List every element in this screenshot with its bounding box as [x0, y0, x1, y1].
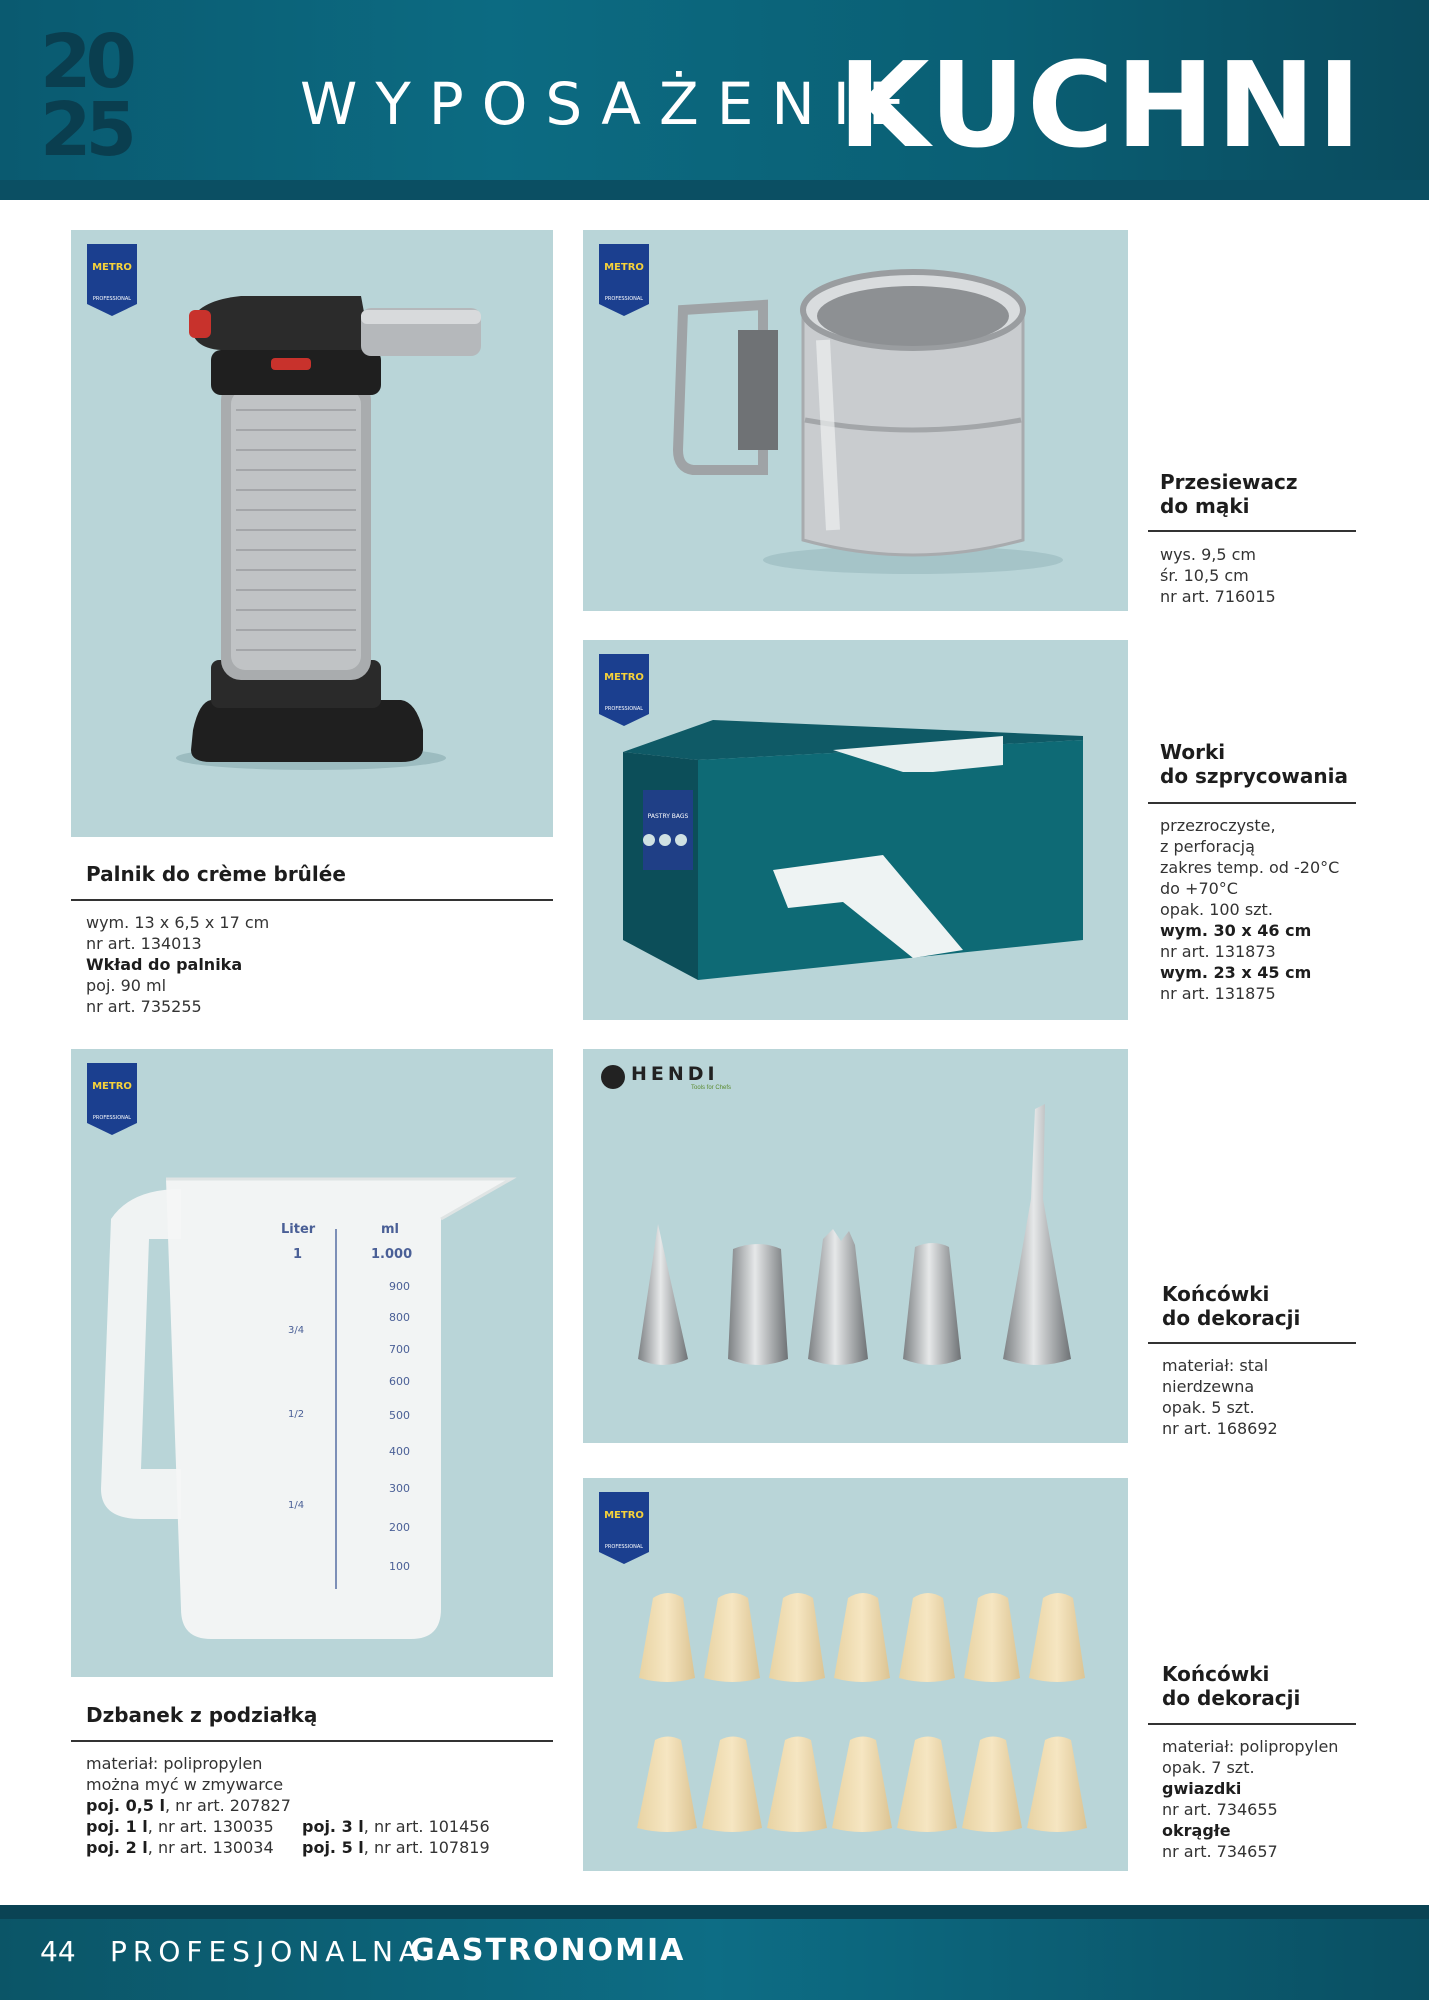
scale-500: 500 [389, 1409, 410, 1422]
sifter-image-panel [583, 230, 1128, 611]
jug-scale [71, 1049, 553, 1677]
jug-variant-2-article: , nr art. 130034 [147, 1838, 274, 1857]
blowtorch-illustration [71, 230, 553, 837]
scale-400: 400 [389, 1445, 410, 1458]
hendi-logo-text: HENDI [631, 1063, 719, 1085]
scale-600: 600 [389, 1375, 410, 1388]
page-number: 44 [40, 1935, 76, 1968]
torch-description [86, 912, 269, 1017]
jug-variant-1-article: , nr art. 130035 [147, 1817, 274, 1836]
metro-logo-text: METRO [604, 1510, 644, 1521]
metro-logo-text: METRO [92, 262, 132, 273]
sifter-diameter: śr. 10,5 cm [1160, 566, 1249, 585]
footer-title-light: PROFESJONALNA [110, 1935, 425, 1968]
sifter-divider [1148, 530, 1356, 532]
steel-tips-title [1162, 1282, 1300, 1330]
jug-variant-3-article: , nr art. 101456 [363, 1817, 490, 1836]
pastry-bags-title-line2: do szprycowania [1160, 764, 1348, 788]
scale-3-4: 3/4 [288, 1325, 305, 1336]
pastry-bags-divider [1148, 802, 1356, 804]
jug-variant-5 [302, 1837, 490, 1858]
sifter-title [1160, 470, 1298, 518]
pastry-bags-temp-max: do +70°C [1160, 879, 1238, 898]
steel-tips-divider [1148, 1342, 1356, 1344]
metro-logo-subtext: PROFESSIONAL [604, 296, 644, 302]
metro-logo-subtext: PROFESSIONAL [92, 1115, 132, 1121]
page-footer [0, 1905, 1429, 2000]
scale-200: 200 [389, 1521, 410, 1534]
jug-variant-2 [86, 1837, 274, 1858]
scale-300: 300 [389, 1482, 410, 1495]
jug-variant-05-article: , nr art. 207827 [164, 1796, 291, 1815]
torch-dimensions: wym. 13 x 6,5 x 17 cm [86, 913, 270, 932]
steel-tips-material-2: nierdzewna [1162, 1377, 1255, 1396]
jug-variant-05 [86, 1795, 536, 1816]
pastry-bags-article-1: nr art. 131873 [1160, 942, 1276, 961]
torch-refill-article: nr art. 735255 [86, 997, 202, 1016]
scale-ml-label: ml [381, 1222, 400, 1237]
steel-tips-material: materiał: stal [1162, 1356, 1269, 1375]
steel-tips-image-panel [583, 1049, 1128, 1443]
plastic-tips-round-label: okrągłe [1162, 1821, 1231, 1840]
plastic-tips-pack: opak. 7 szt. [1162, 1758, 1255, 1777]
plastic-tips-image-panel [583, 1478, 1128, 1871]
header-title-light: WYPOSAŻENIE [300, 70, 923, 138]
hendi-tagline: Tools for Chefs [691, 1085, 732, 1091]
scale-1-2: 1/2 [288, 1409, 305, 1420]
plastic-tips-star-article: nr art. 734655 [1162, 1800, 1278, 1819]
jug-dishwasher: można myć w zmywarce [86, 1775, 284, 1794]
box-label-text: PASTRY BAGS [647, 813, 689, 820]
scale-100: 100 [389, 1560, 410, 1573]
plastic-tips-material: materiał: polipropylen [1162, 1737, 1339, 1756]
plastic-tips-title-line1: Końcówki [1162, 1662, 1270, 1686]
metro-logo-subtext: PROFESSIONAL [604, 706, 644, 712]
jug-description [86, 1753, 536, 1858]
torch-divider [71, 899, 553, 901]
jug-divider [71, 1740, 553, 1742]
year-mark [40, 19, 160, 173]
jug-variant-1 [86, 1816, 274, 1837]
year-top: 20 [40, 19, 131, 105]
plastic-tips-star-label: gwiazdki [1162, 1779, 1242, 1798]
jug-variant-3 [302, 1816, 490, 1837]
jug-variant-3-capacity: poj. 3 l [302, 1817, 364, 1836]
pastry-bags-description [1160, 815, 1339, 1004]
steel-piping-tips-illustration [583, 1049, 1128, 1443]
plastic-tips-title [1162, 1662, 1300, 1710]
footer-title-bold: GASTRONOMIA [410, 1933, 686, 1968]
pastry-bags-size-1: wym. 30 x 46 cm [1160, 921, 1312, 940]
scale-800: 800 [389, 1311, 410, 1324]
sifter-article: nr art. 716015 [1160, 587, 1276, 606]
pastry-bags-article-2: nr art. 131875 [1160, 984, 1276, 1003]
torch-refill-capacity: poj. 90 ml [86, 976, 167, 995]
jug-variant-05-capacity: poj. 0,5 l [86, 1796, 165, 1815]
scale-1-liter: 1 [293, 1247, 303, 1262]
header-title-bold: KUCHNI [838, 36, 1364, 174]
scale-liter-label: Liter [281, 1222, 316, 1237]
sifter-description [1160, 544, 1276, 607]
steel-tips-description [1162, 1355, 1278, 1439]
jug-image-panel [71, 1049, 553, 1677]
pastry-bags-box-illustration [583, 640, 1128, 1020]
jug-variant-5-article: , nr art. 107819 [363, 1838, 490, 1857]
jug-variant-1-capacity: poj. 1 l [86, 1817, 148, 1836]
pastry-bags-size-2: wym. 23 x 45 cm [1160, 963, 1312, 982]
sifter-title-line2: do mąki [1160, 494, 1250, 518]
scale-900: 900 [389, 1280, 410, 1293]
steel-tips-title-line1: Końcówki [1162, 1282, 1270, 1306]
plastic-tips-divider [1148, 1723, 1356, 1725]
plastic-tips-description [1162, 1736, 1338, 1862]
steel-tips-title-line2: do dekoracji [1162, 1306, 1301, 1330]
pastry-bags-material: przezroczyste, [1160, 816, 1276, 835]
header-stripe [0, 180, 1429, 200]
steel-tips-pack: opak. 5 szt. [1162, 1398, 1255, 1417]
pastry-bags-perforation: z perforacją [1160, 837, 1255, 856]
jug-title: Dzbanek z podziałką [86, 1703, 318, 1727]
footer-stripe [0, 1905, 1429, 1919]
metro-logo-subtext: PROFESSIONAL [92, 296, 132, 302]
jug-material: materiał: polipropylen [86, 1754, 263, 1773]
pastry-bags-image-panel [583, 640, 1128, 1020]
plastic-tips-title-line2: do dekoracji [1162, 1686, 1301, 1710]
metro-logo-text: METRO [604, 672, 644, 683]
year-bottom: 25 [40, 87, 131, 173]
torch-image-panel [71, 230, 553, 837]
pastry-bags-temp-range: zakres temp. od -20°C [1160, 858, 1340, 877]
jug-variant-2-capacity: poj. 2 l [86, 1838, 148, 1857]
scale-1000: 1.000 [371, 1247, 413, 1262]
steel-tips-article: nr art. 168692 [1162, 1419, 1278, 1438]
pastry-bags-title [1160, 740, 1348, 788]
sifter-title-line1: Przesiewacz [1160, 470, 1298, 494]
metro-logo-text: METRO [92, 1081, 132, 1092]
plastic-piping-tips-illustration [583, 1478, 1128, 1871]
torch-article: nr art. 134013 [86, 934, 202, 953]
torch-title: Palnik do crème brûlée [86, 862, 346, 886]
torch-refill-heading: Wkład do palnika [86, 955, 243, 974]
pastry-bags-title-line1: Worki [1160, 740, 1226, 764]
jug-variant-5-capacity: poj. 5 l [302, 1838, 364, 1857]
scale-1-4: 1/4 [288, 1500, 305, 1511]
scale-700: 700 [389, 1343, 410, 1356]
metro-logo-subtext: PROFESSIONAL [604, 1544, 644, 1550]
pastry-bags-pack: opak. 100 szt. [1160, 900, 1273, 919]
sifter-height: wys. 9,5 cm [1160, 545, 1256, 564]
page-header [0, 0, 1429, 200]
flour-sifter-illustration [583, 230, 1128, 611]
plastic-tips-round-article: nr art. 734657 [1162, 1842, 1278, 1861]
metro-logo-text: METRO [604, 262, 644, 273]
